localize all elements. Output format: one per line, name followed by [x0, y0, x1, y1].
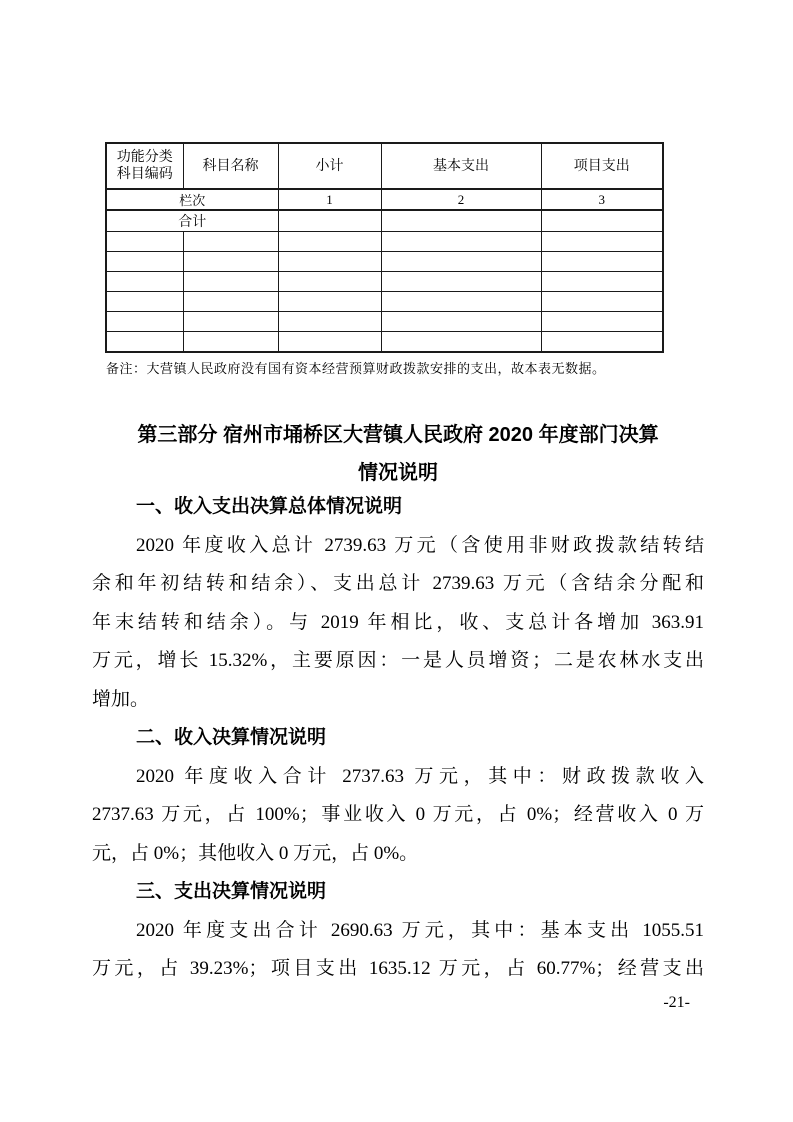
- section2-title: 二、收入决算情况说明: [136, 727, 327, 748]
- body-line: 元，占 0%；其他收入 0 万元，占 0%。: [92, 842, 419, 864]
- body-line: 2020 年度收入合计 2737.63 万元，其中：财政拨款收入: [136, 765, 704, 787]
- column-index-1: 1: [278, 189, 381, 210]
- part3-heading: [92, 416, 704, 492]
- body-line: 2737.63 万元，占 100%；事业收入 0 万元，占 0%；经营收入 0 万: [92, 804, 704, 825]
- body-text: [92, 488, 704, 989]
- part3-heading-line2: 情况说明: [358, 462, 438, 484]
- header-function-code-line1: 功能分类: [116, 150, 173, 165]
- header-subtotal: 小计: [278, 143, 381, 189]
- body-line: 增加。: [92, 688, 150, 710]
- total-row: [106, 210, 663, 232]
- table-row: [106, 332, 663, 353]
- body-line: 2020 年度收入总计 2739.63 万元（含使用非财政拨款结转结: [136, 534, 704, 556]
- column-index-label: 栏次: [106, 189, 278, 210]
- section3-title: 三、支出决算情况说明: [136, 881, 327, 902]
- header-basic-expenditure: 基本支出: [381, 143, 541, 189]
- page-number: -21-: [663, 994, 690, 1011]
- table-row: [106, 232, 663, 252]
- header-function-code: [106, 143, 183, 189]
- body-line: 2020 年度支出合计 2690.63 万元，其中：基本支出 1055.51: [136, 919, 704, 941]
- column-index-row: [106, 189, 663, 210]
- header-project-expenditure: 项目支出: [541, 143, 663, 189]
- table-footnote: 备注：大营镇人民政府没有国有资本经营预算财政拨款安排的支出，故本表无数据。: [106, 361, 606, 376]
- total-subtotal-cell: [278, 210, 381, 232]
- column-index-3: 3: [541, 189, 663, 210]
- column-index-2: 2: [381, 189, 541, 210]
- total-label: 合计: [106, 210, 278, 232]
- table-row: [106, 312, 663, 332]
- header-subject-name: 科目名称: [183, 143, 278, 189]
- total-project-cell: [541, 210, 663, 232]
- table-header-row: [106, 143, 663, 189]
- table-row: [106, 292, 663, 312]
- body-line: 余和年初结转和结余）、支出总计 2739.63 万元（含结余分配和: [92, 573, 704, 594]
- body-line: 万元，增长 15.32%，主要原因：一是人员增资；二是农林水支出: [92, 650, 704, 671]
- total-basic-cell: [381, 210, 541, 232]
- table-row: [106, 272, 663, 292]
- table-row: [106, 252, 663, 272]
- section1-title: 一、收入支出决算总体情况说明: [136, 496, 403, 517]
- header-function-code-line2: 科目编码: [116, 167, 173, 182]
- part3-heading-line1: 第三部分 宿州市埇桥区大营镇人民政府 2020 年度部门决算: [137, 424, 659, 446]
- body-line: 万元，占 39.23%；项目支出 1635.12 万元，占 60.77%；经营支出: [92, 958, 704, 979]
- budget-table: [105, 142, 664, 353]
- body-line: 年末结转和结余）。与 2019 年相比，收、支总计各增加 363.91: [92, 611, 704, 633]
